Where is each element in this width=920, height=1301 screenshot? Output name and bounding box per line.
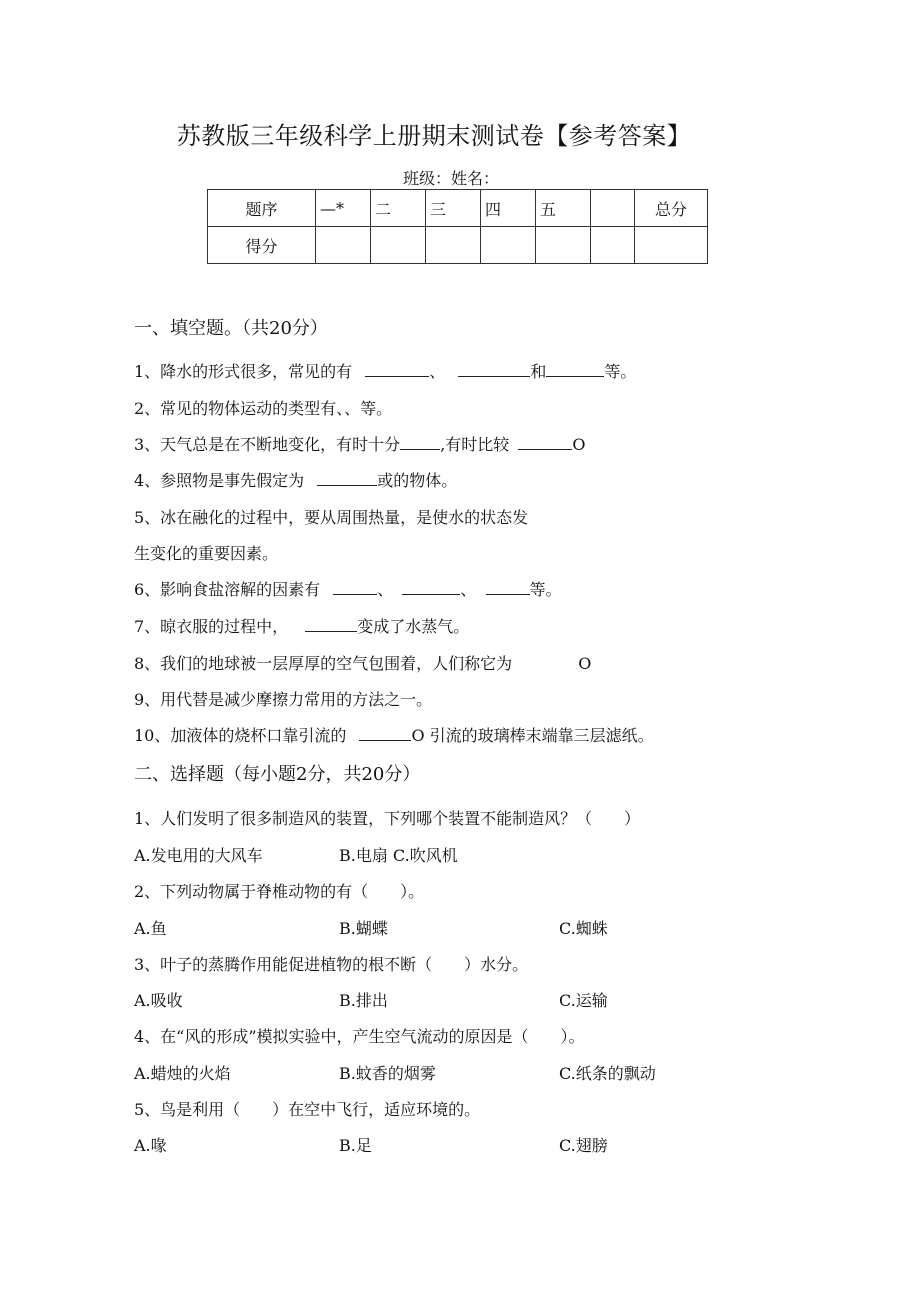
answer-blank <box>400 435 440 450</box>
table-cell: 三 <box>426 190 481 227</box>
choice-question-2: 2、下列动物属于脊椎动物的有（ ）。 <box>134 882 425 901</box>
table-cell: 二 <box>371 190 426 227</box>
section-heading-multiple-choice: 二、选择题（每小题2分，共20分） <box>134 764 421 785</box>
question-text: 10、加液体的烧杯口靠引流的 <box>134 726 347 745</box>
question-9: 9、用代替是减少摩擦力常用的方法之一。 <box>134 690 433 709</box>
answer-blank <box>518 435 572 450</box>
option-b: B.足 <box>339 1136 372 1155</box>
answer-blank <box>333 580 377 595</box>
option-a: A.发电用的大风车 <box>134 846 263 865</box>
question-text: O 引流的玻璃棒末端靠三层滤纸。 <box>411 726 654 745</box>
question-text: 3、天气总是在不断地变化，有时十分 <box>134 435 401 454</box>
question-text: 变成了水蒸气。 <box>357 617 470 636</box>
table-cell <box>536 227 591 264</box>
answer-blank <box>486 580 530 595</box>
question-text: 1、降水的形式很多，常见的有 <box>134 362 353 381</box>
question-5: 5、冰在融化的过程中，要从周围热量，是使水的状态发 <box>134 508 529 527</box>
option-c: C.纸条的飘动 <box>559 1064 656 1083</box>
table-cell <box>481 227 536 264</box>
table-row <box>208 190 708 227</box>
answer-blank <box>317 471 377 486</box>
question-text: 和 <box>530 362 547 381</box>
table-cell <box>426 227 481 264</box>
answer-blank <box>365 362 429 377</box>
question-text: O <box>572 435 586 454</box>
answer-blank <box>359 726 411 741</box>
question-text: 等。 <box>529 580 562 599</box>
table-cell: 题序 <box>208 190 316 227</box>
question-text: 等。 <box>604 362 637 381</box>
question-2: 2、常见的物体运动的类型有、、等。 <box>134 399 393 418</box>
section-heading-fill-blank: 一、填空题。（共20分） <box>134 318 328 339</box>
option-a: A.吸收 <box>134 991 183 1010</box>
question-8 <box>134 651 591 674</box>
choice-question-3: 3、叶子的蒸腾作用能促进植物的根不断（ ）水分。 <box>134 955 529 974</box>
table-cell <box>591 227 635 264</box>
question-text: 、 <box>429 362 446 381</box>
option-a: A.喙 <box>134 1136 167 1155</box>
question-text: 6、影响食盐溶解的因素有 <box>134 580 321 599</box>
table-cell <box>635 227 708 264</box>
option-b: B.排出 <box>339 991 388 1010</box>
answer-blank <box>458 362 530 377</box>
option-c: C.蜘蛛 <box>559 919 608 938</box>
question-text: O <box>578 654 592 673</box>
option-a: A.蜡烛的火焰 <box>134 1064 231 1083</box>
answer-blank <box>546 362 604 377</box>
table-cell <box>591 190 635 227</box>
question-text: 7、晾衣服的过程中， <box>134 617 289 636</box>
choice-question-5: 5、鸟是利用（ ）在空中飞行，适应环境的。 <box>134 1100 481 1119</box>
score-table <box>207 189 708 264</box>
table-cell <box>371 227 426 264</box>
table-row <box>208 227 708 264</box>
question-text: 8、我们的地球被一层厚厚的空气包围着，人们称它为 <box>134 654 513 673</box>
table-cell: 四 <box>481 190 536 227</box>
question-1 <box>134 359 636 382</box>
answer-blank <box>305 617 357 632</box>
page-title: 苏教版三年级科学上册期末测试卷【参考答案】 <box>176 122 692 150</box>
answer-blank <box>402 580 460 595</box>
option-b-c: B.电扇 C.吹风机 <box>339 846 458 865</box>
option-b: B.蚊香的烟雾 <box>339 1064 436 1083</box>
option-a: A.鱼 <box>134 919 167 938</box>
question-text: 、 <box>460 580 477 599</box>
choice-question-1: 1、人们发明了很多制造风的装置，下列哪个装置不能制造风？（ ） <box>134 809 641 828</box>
table-cell: —* <box>316 190 371 227</box>
table-cell: 总分 <box>635 190 708 227</box>
class-name-label: 班级：姓名： <box>403 169 500 188</box>
question-text: 、 <box>377 580 394 599</box>
question-10 <box>134 723 654 746</box>
question-3 <box>134 432 586 455</box>
option-c: C.运输 <box>559 991 608 1010</box>
option-b: B.蝴蝶 <box>339 919 388 938</box>
table-cell: 五 <box>536 190 591 227</box>
table-cell <box>316 227 371 264</box>
choice-question-4: 4、在“风的形成”模拟实验中，产生空气流动的原因是（ ）。 <box>134 1027 585 1046</box>
question-4 <box>134 468 457 491</box>
question-text: ,有时比较 <box>440 435 510 454</box>
question-text: 或的物体。 <box>377 471 458 490</box>
question-5-continued: 生变化的重要因素。 <box>134 544 279 563</box>
question-text: 4、参照物是事先假定为 <box>134 471 305 490</box>
option-c: C.翅膀 <box>559 1136 608 1155</box>
question-6 <box>134 577 562 600</box>
question-7 <box>134 614 469 637</box>
table-cell: 得分 <box>208 227 316 264</box>
